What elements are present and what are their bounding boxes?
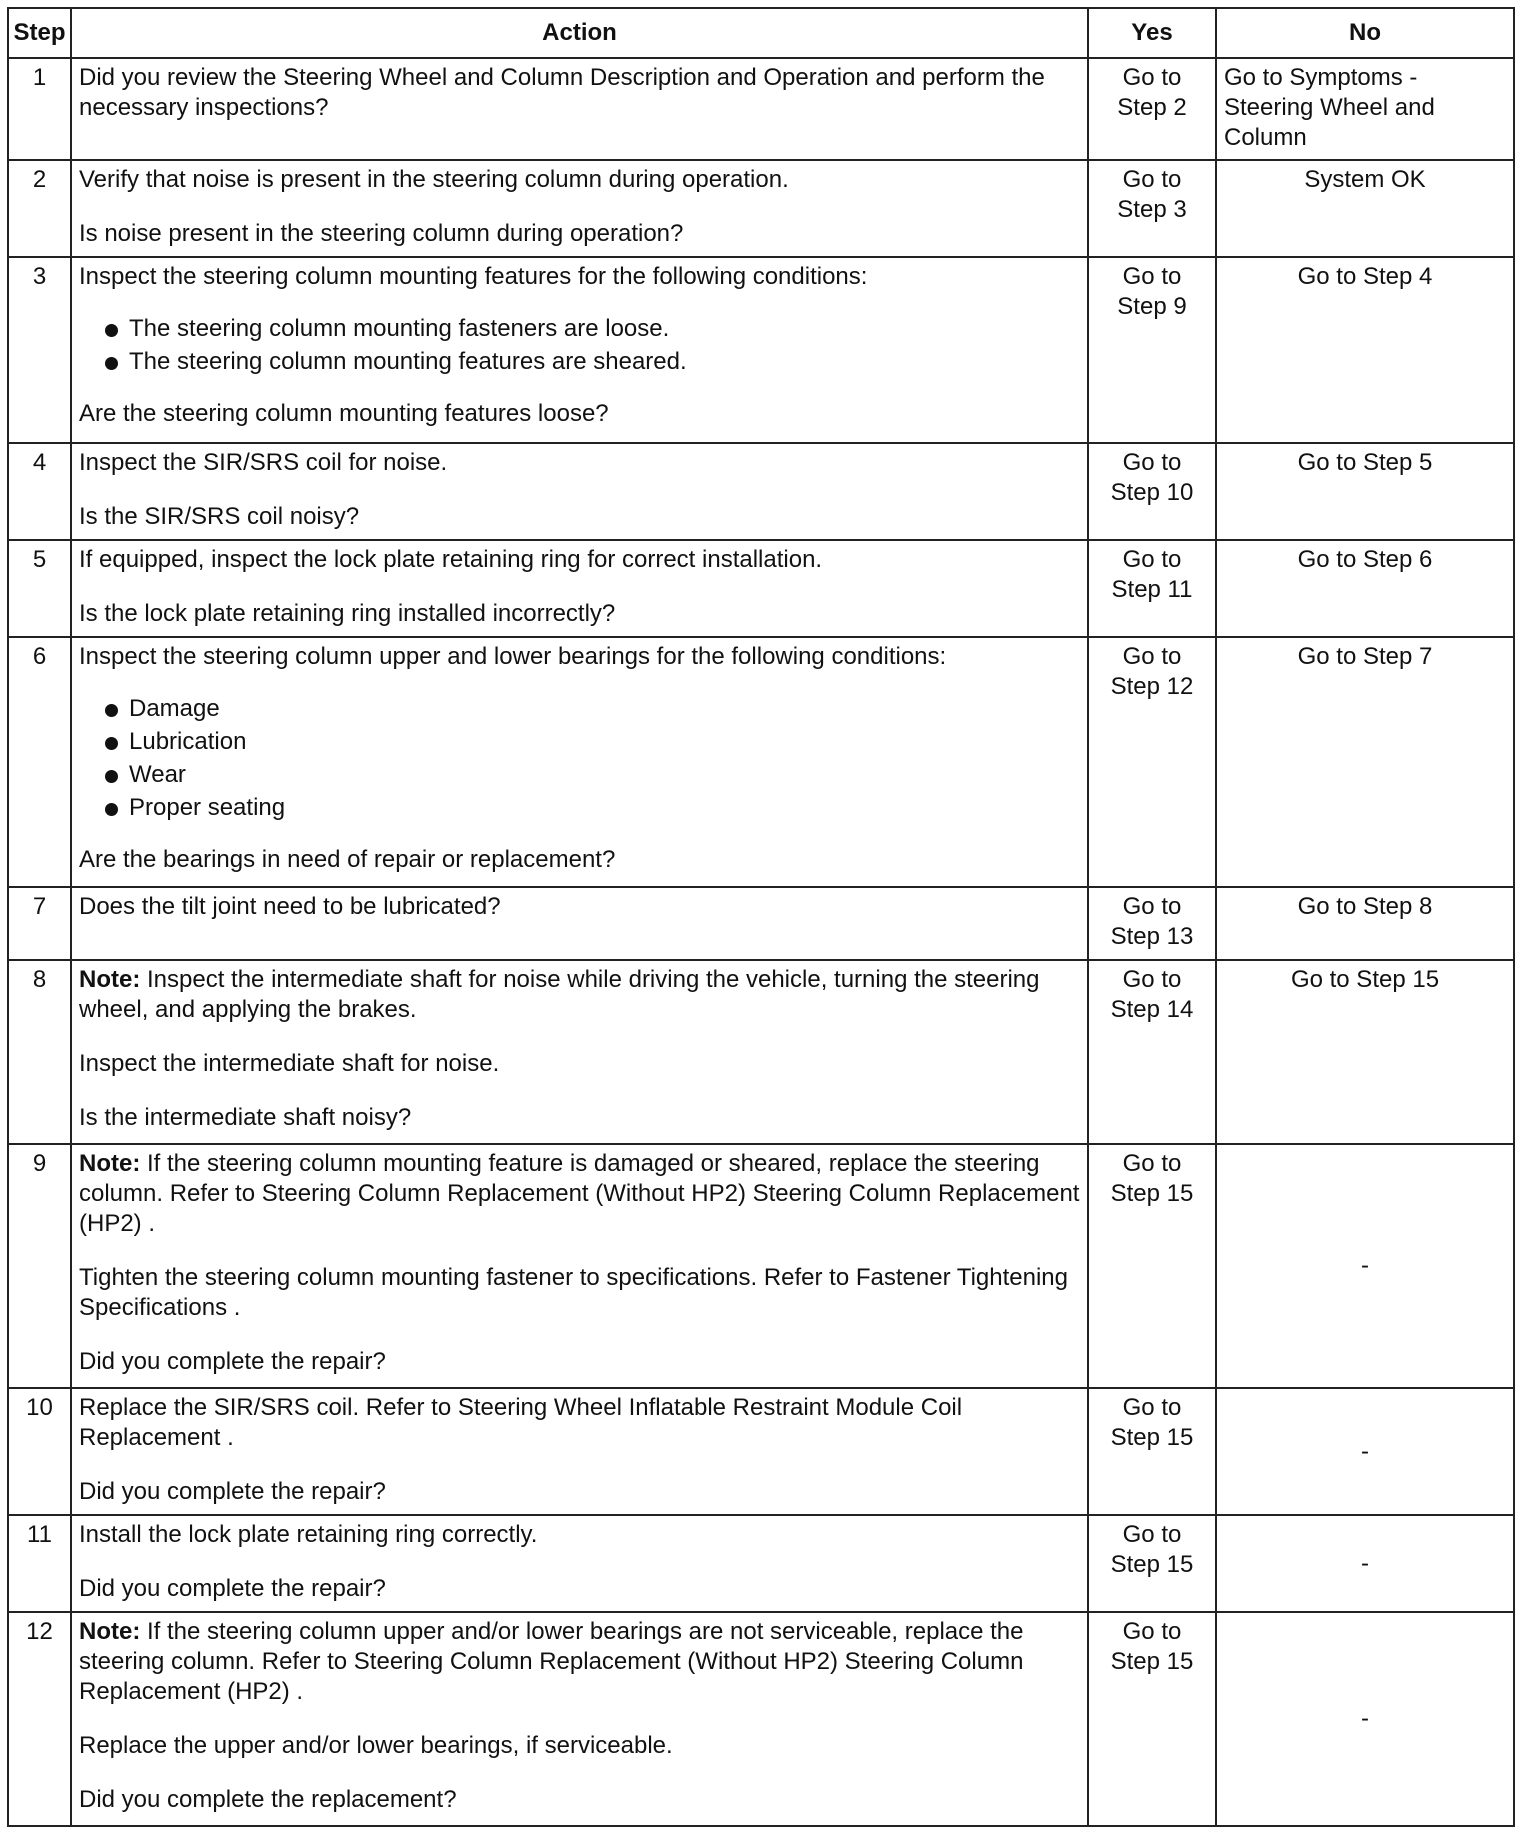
bullet-icon bbox=[105, 770, 118, 783]
action-text: Does the tilt joint need to be lubricated? bbox=[79, 893, 501, 920]
table-row bbox=[8, 1388, 1514, 1515]
table-row bbox=[8, 887, 1514, 960]
action-cell bbox=[71, 637, 1088, 887]
note-text: If the steering column mounting feature is damaged or sheared, replace the steering column. Refer to Steering Column Replacement (Without HP2) Steering Column Replacement (HP2) . bbox=[79, 1150, 1080, 1237]
action-text: Replace the upper and/or lower bearings, if serviceable. bbox=[79, 1732, 673, 1759]
list-item bbox=[105, 793, 1080, 823]
action-text: If equipped, inspect the lock plate retaining ring for correct installation. bbox=[79, 546, 823, 573]
list-item-text: The steering column mounting features are sheared. bbox=[129, 348, 687, 375]
bullet-icon bbox=[105, 803, 118, 816]
action-question: Did you complete the repair? bbox=[79, 1478, 386, 1505]
yes-step-target: Step 15 bbox=[1110, 1424, 1194, 1451]
no-cell: - bbox=[1216, 1515, 1514, 1612]
action-cell bbox=[71, 887, 1088, 960]
step-number: 4 bbox=[8, 443, 71, 540]
note-label: Note: bbox=[79, 1618, 141, 1645]
step-number: 3 bbox=[8, 257, 71, 443]
note-text: Inspect the intermediate shaft for noise while driving the vehicle, turning the steering wheel, and applying the brakes. bbox=[79, 966, 1040, 1023]
list-item-text: Damage bbox=[129, 695, 220, 722]
action-text: Tighten the steering column mounting fastener to specifications. Refer to Fastener Tightening Specifications . bbox=[79, 1264, 1068, 1321]
no-cell: - bbox=[1216, 1144, 1514, 1388]
table-row bbox=[8, 1515, 1514, 1612]
yes-cell bbox=[1088, 257, 1216, 443]
yes-step-target: Step 9 bbox=[1117, 293, 1187, 320]
note-paragraph bbox=[79, 1149, 1080, 1239]
action-cell bbox=[71, 1612, 1088, 1826]
yes-step-target: Step 15 bbox=[1110, 1180, 1194, 1207]
table-row bbox=[8, 443, 1514, 540]
action-cell bbox=[71, 1515, 1088, 1612]
action-text: Did you review the Steering Wheel and Column Description and Operation and perform the necessary inspections? bbox=[79, 64, 1045, 121]
yes-cell bbox=[1088, 1144, 1216, 1388]
table-row bbox=[8, 960, 1514, 1144]
yes-step-target: Step 15 bbox=[1110, 1551, 1194, 1578]
action-cell bbox=[71, 540, 1088, 637]
yes-goto-label: Go to bbox=[1122, 1394, 1182, 1421]
header-no: No bbox=[1216, 8, 1514, 58]
action-text: Inspect the SIR/SRS coil for noise. bbox=[79, 449, 448, 476]
table-header-row bbox=[8, 8, 1514, 58]
no-cell: Go to Step 15 bbox=[1216, 960, 1514, 1144]
condition-list bbox=[79, 314, 1080, 377]
table-row bbox=[8, 58, 1514, 160]
yes-step-target: Step 11 bbox=[1111, 576, 1193, 603]
action-text: Inspect the steering column mounting features for the following conditions: bbox=[79, 263, 868, 290]
step-number: 9 bbox=[8, 1144, 71, 1388]
table-row bbox=[8, 1612, 1514, 1826]
bullet-icon bbox=[105, 324, 118, 337]
no-cell: Go to Step 5 bbox=[1216, 443, 1514, 540]
list-item bbox=[105, 727, 1080, 757]
header-step: Step bbox=[8, 8, 71, 58]
table-row bbox=[8, 1144, 1514, 1388]
table-row bbox=[8, 160, 1514, 257]
table-row bbox=[8, 637, 1514, 887]
step-number: 1 bbox=[8, 58, 71, 160]
yes-cell bbox=[1088, 58, 1216, 160]
step-number: 11 bbox=[8, 1515, 71, 1612]
yes-step-target: Step 13 bbox=[1110, 923, 1194, 950]
action-cell bbox=[71, 257, 1088, 443]
step-number: 7 bbox=[8, 887, 71, 960]
list-item-text: Wear bbox=[129, 761, 186, 788]
yes-step-target: Step 12 bbox=[1110, 673, 1194, 700]
step-number: 5 bbox=[8, 540, 71, 637]
action-cell bbox=[71, 58, 1088, 160]
action-cell bbox=[71, 960, 1088, 1144]
yes-goto-label: Go to bbox=[1122, 263, 1182, 290]
yes-goto-label: Go to bbox=[1122, 449, 1182, 476]
header-yes: Yes bbox=[1088, 8, 1216, 58]
yes-goto-label: Go to bbox=[1122, 643, 1182, 670]
bullet-icon bbox=[105, 357, 118, 370]
list-item-text: Lubrication bbox=[129, 728, 247, 755]
yes-goto-label: Go to bbox=[1122, 893, 1182, 920]
yes-cell bbox=[1088, 160, 1216, 257]
action-question: Are the bearings in need of repair or replacement? bbox=[79, 846, 616, 873]
step-number: 12 bbox=[8, 1612, 71, 1826]
no-cell: Go to Step 4 bbox=[1216, 257, 1514, 443]
list-item bbox=[105, 694, 1080, 724]
bullet-icon bbox=[105, 704, 118, 717]
yes-step-target: Step 3 bbox=[1117, 196, 1187, 223]
no-cell: Go to Step 6 bbox=[1216, 540, 1514, 637]
step-number: 2 bbox=[8, 160, 71, 257]
yes-goto-label: Go to bbox=[1122, 1521, 1182, 1548]
no-cell: System OK bbox=[1216, 160, 1514, 257]
action-cell bbox=[71, 160, 1088, 257]
action-text: Replace the SIR/SRS coil. Refer to Steering Wheel Inflatable Restraint Module Coil Replacement . bbox=[79, 1394, 963, 1451]
action-question: Is the lock plate retaining ring installed incorrectly? bbox=[79, 600, 616, 627]
diagnostic-table bbox=[7, 7, 1515, 1827]
yes-cell bbox=[1088, 540, 1216, 637]
action-question: Is noise present in the steering column during operation? bbox=[79, 220, 684, 247]
yes-goto-label: Go to bbox=[1122, 966, 1182, 993]
note-text: If the steering column upper and/or lower bearings are not serviceable, replace the steering column. Refer to Steering Column Replacement (Without HP2) Steering Column Replacement (HP2) . bbox=[79, 1618, 1024, 1705]
yes-goto-label: Go to bbox=[1122, 64, 1182, 91]
yes-cell bbox=[1088, 1388, 1216, 1515]
action-text: Install the lock plate retaining ring correctly. bbox=[79, 1521, 538, 1548]
yes-cell bbox=[1088, 637, 1216, 887]
step-number: 10 bbox=[8, 1388, 71, 1515]
table-row bbox=[8, 257, 1514, 443]
yes-step-target: Step 14 bbox=[1110, 996, 1194, 1023]
table-row bbox=[8, 540, 1514, 637]
action-question: Did you complete the repair? bbox=[79, 1348, 386, 1375]
action-text: Inspect the intermediate shaft for noise. bbox=[79, 1050, 500, 1077]
action-cell bbox=[71, 1388, 1088, 1515]
note-label: Note: bbox=[79, 966, 141, 993]
yes-step-target: Step 15 bbox=[1110, 1648, 1194, 1675]
action-cell bbox=[71, 443, 1088, 540]
step-number: 8 bbox=[8, 960, 71, 1144]
yes-goto-label: Go to bbox=[1122, 546, 1182, 573]
yes-goto-label: Go to bbox=[1122, 1618, 1182, 1645]
header-action: Action bbox=[71, 8, 1088, 58]
no-cell: Go to Symptoms - Steering Wheel and Column bbox=[1216, 58, 1514, 160]
yes-cell bbox=[1088, 887, 1216, 960]
list-item bbox=[105, 314, 1080, 344]
list-item-text: Proper seating bbox=[129, 794, 286, 821]
no-cell: Go to Step 7 bbox=[1216, 637, 1514, 887]
action-text: Inspect the steering column upper and lower bearings for the following conditions: bbox=[79, 643, 947, 670]
bullet-icon bbox=[105, 737, 118, 750]
note-paragraph bbox=[79, 1617, 1080, 1707]
action-question: Did you complete the replacement? bbox=[79, 1786, 457, 1813]
note-label: Note: bbox=[79, 1150, 141, 1177]
yes-goto-label: Go to bbox=[1122, 166, 1182, 193]
no-cell: - bbox=[1216, 1388, 1514, 1515]
yes-cell bbox=[1088, 443, 1216, 540]
list-item bbox=[105, 347, 1080, 377]
yes-step-target: Step 2 bbox=[1117, 94, 1187, 121]
list-item-text: The steering column mounting fasteners are loose. bbox=[129, 315, 670, 342]
no-cell: - bbox=[1216, 1612, 1514, 1826]
action-question: Is the SIR/SRS coil noisy? bbox=[79, 503, 360, 530]
action-cell bbox=[71, 1144, 1088, 1388]
yes-goto-label: Go to bbox=[1122, 1150, 1182, 1177]
yes-cell bbox=[1088, 960, 1216, 1144]
action-text: Verify that noise is present in the steering column during operation. bbox=[79, 166, 789, 193]
no-cell: Go to Step 8 bbox=[1216, 887, 1514, 960]
yes-cell bbox=[1088, 1612, 1216, 1826]
action-question: Are the steering column mounting features loose? bbox=[79, 400, 609, 427]
list-item bbox=[105, 760, 1080, 790]
yes-step-target: Step 10 bbox=[1110, 479, 1194, 506]
condition-list bbox=[79, 694, 1080, 823]
yes-cell bbox=[1088, 1515, 1216, 1612]
action-question: Is the intermediate shaft noisy? bbox=[79, 1104, 412, 1131]
action-question: Did you complete the repair? bbox=[79, 1575, 386, 1602]
note-paragraph bbox=[79, 965, 1080, 1025]
step-number: 6 bbox=[8, 637, 71, 887]
